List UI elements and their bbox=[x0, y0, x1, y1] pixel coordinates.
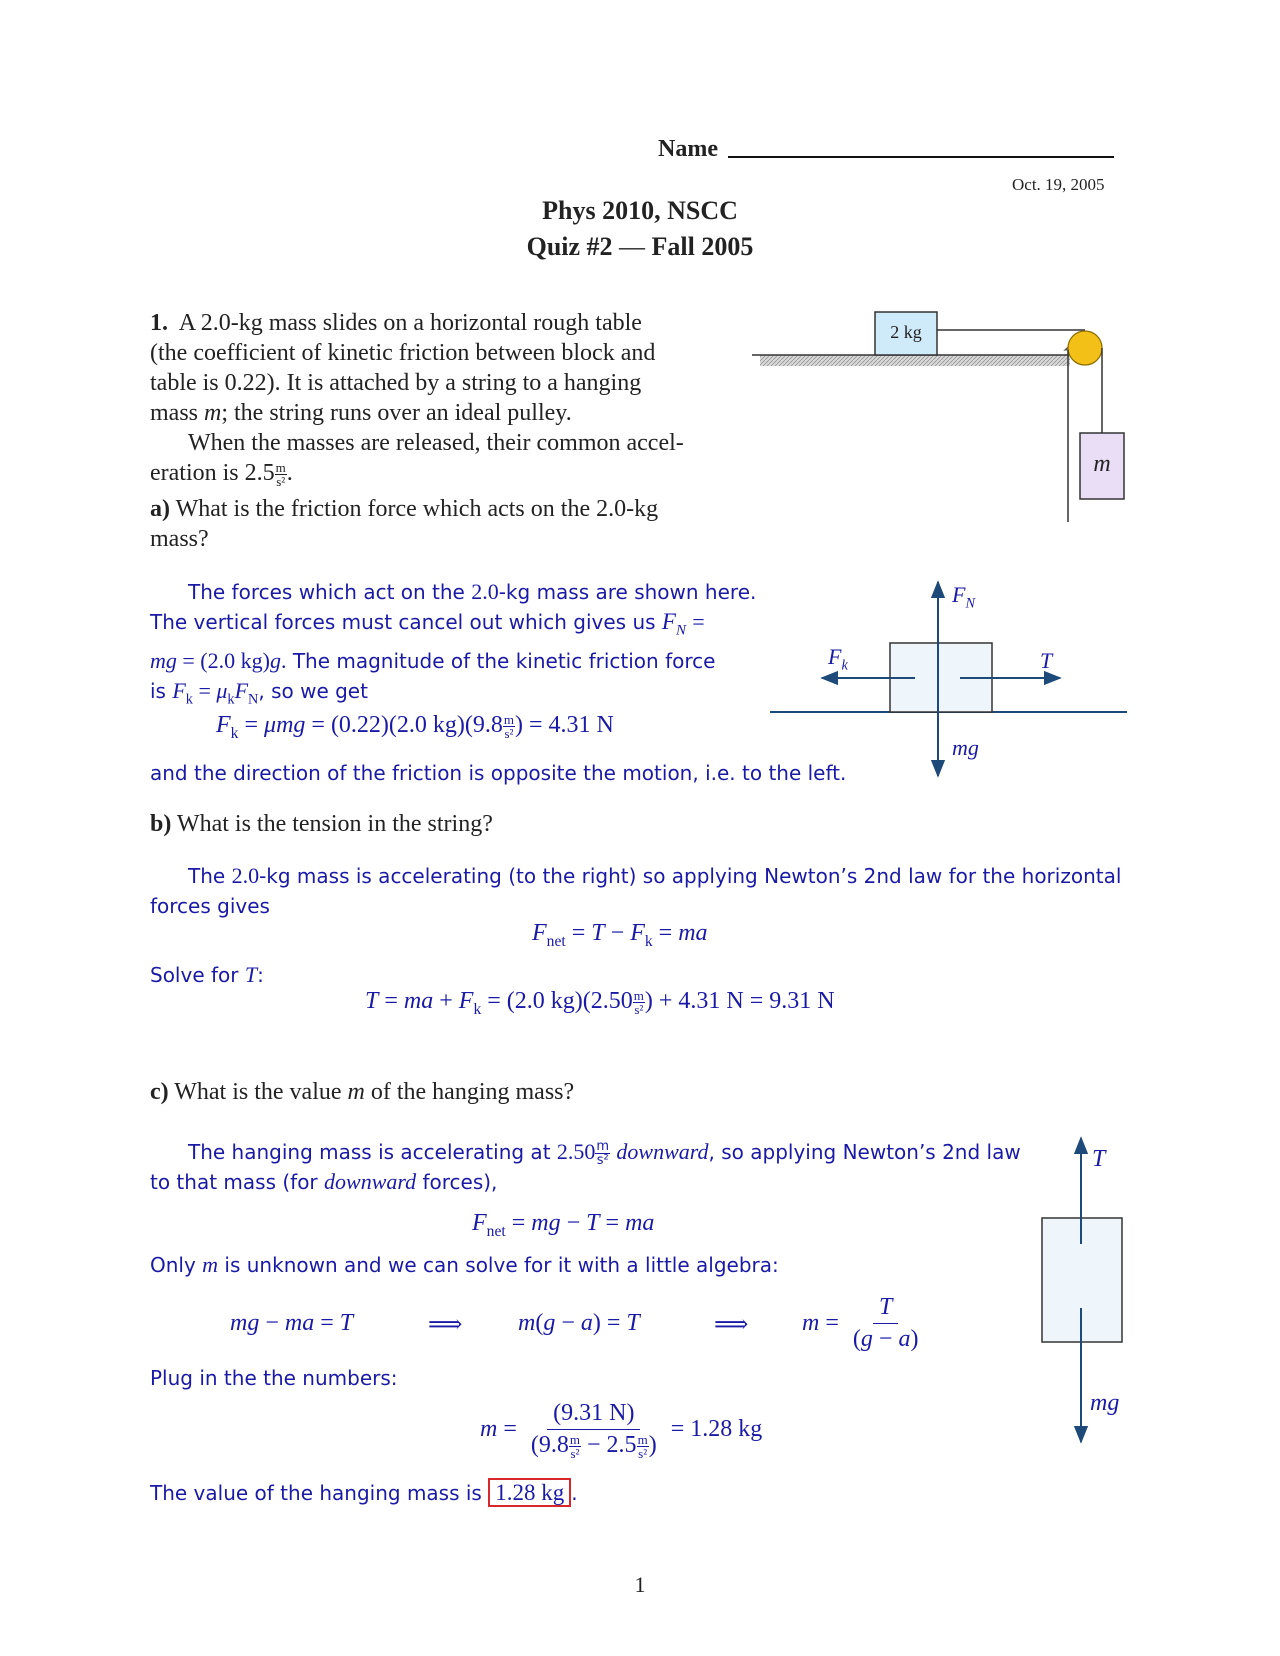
intro-line-4: mass m; the string runs over an ideal pulley. bbox=[150, 400, 572, 426]
newton-equation-vertical: $F_{net}$ = mg − T = ma bbox=[472, 1210, 655, 1240]
quiz-term: Fall 2005 bbox=[651, 232, 754, 261]
free-body-diagram-hanging bbox=[1030, 1130, 1140, 1450]
intro-line-6: eration is 2.5 $\frac{m}{\text{s²}}$ . bbox=[150, 459, 293, 489]
ans-a-line-2: The vertical forces must cancel out which gives us $F_N$ = bbox=[150, 609, 705, 639]
ans-a-conclusion: and the direction of the friction is opposite the motion, i.e. to the left. bbox=[150, 761, 847, 785]
newton-equation-horizontal: $F_{net} = T - F_k$ = ma bbox=[532, 920, 708, 950]
ans-a-line-4: is $F_k = \mu_kF_N$, so we get bbox=[150, 677, 368, 707]
ans-a-line-1: The forces which act on the 2.0-kg mass are shown here. bbox=[188, 579, 757, 604]
tension-equation: T = ma + $F_k = (2.0$ kg)(2.50 $\frac{m}{\text{s²}}$ ) + 4.31 N = 9.31 N bbox=[365, 987, 835, 1018]
only-m-unknown: Only m is unknown and we can solve for it with a little algebra: bbox=[150, 1252, 779, 1277]
answer-c bbox=[150, 1137, 1030, 1197]
name-line[interactable] bbox=[728, 156, 1114, 158]
quiz-dash: — bbox=[619, 232, 646, 261]
mass-calculation: m = (9.31 N) (9.8 $\frac{m}{\text{s²}}$ − 2.5 $\frac{m}{\text{s²}}$ ) = 1.28 kg bbox=[480, 1400, 763, 1461]
fbd-label-fk: $F_k$ bbox=[828, 644, 848, 674]
fbd-label-mg: mg bbox=[952, 735, 979, 760]
pulley-system-diagram bbox=[745, 300, 1130, 530]
friction-equation: $F_k = \mu mg = (0.22)(2.0$ kg)(9.8 $\frac{m}{\text{s²}}$ ) = 4.31 N bbox=[216, 711, 614, 742]
intro-line-1: A 2.0-kg mass slides on a horizontal rough table bbox=[178, 310, 642, 336]
fbd2-label-mg: mg bbox=[1090, 1390, 1120, 1416]
ans-b-line-2: forces gives bbox=[150, 894, 270, 918]
algebra-step-1: mg − ma = T bbox=[230, 1310, 354, 1336]
intro-line-5: When the masses are released, their common accel- bbox=[188, 430, 684, 456]
final-answer-box: 1.28 kg bbox=[488, 1478, 571, 1507]
block-label-2kg: 2 kg bbox=[890, 322, 922, 342]
implies-arrow-2: ⟹ bbox=[714, 1312, 749, 1338]
table-surface bbox=[760, 355, 1070, 366]
unit-m-per-s2: $\frac{m}{\text{s²}}$ bbox=[275, 459, 286, 489]
fbd-label-t: T bbox=[1040, 648, 1053, 673]
course-title: Phys 2010, NSCC bbox=[542, 196, 738, 225]
part-a-question: a) What is the friction force which acts on the 2.0-kg bbox=[150, 496, 659, 522]
plug-numbers: Plug in the the numbers: bbox=[150, 1366, 398, 1390]
algebra-step-3: m = $\frac{T}{(g - a)}$ bbox=[802, 1294, 919, 1352]
free-body-diagram-block bbox=[760, 570, 1130, 780]
solve-for-t: Solve for T: bbox=[150, 962, 264, 987]
ans-c-line-1: The hanging mass is accelerating at 2.50 $\frac{m}{\text{s²}}$ downward, so applying Newton’s 2nd law bbox=[188, 1139, 1021, 1168]
final-answer: The value of the hanging mass is 1.28 kg . bbox=[150, 1480, 578, 1505]
part-b-question: b) What is the tension in the string? bbox=[150, 811, 493, 837]
ans-a-line-3: mg = (2.0 kg)g. The magnitude of the kinetic friction force bbox=[150, 647, 716, 673]
problem-1-statement bbox=[150, 308, 730, 554]
problem-number: 1. bbox=[150, 310, 168, 336]
algebra-step-2: m(g − a) = T bbox=[518, 1310, 640, 1336]
page-number: 1 bbox=[634, 1572, 646, 1597]
implies-arrow-1: ⟹ bbox=[428, 1312, 463, 1338]
hanging-block-label: m bbox=[1093, 451, 1111, 477]
quiz-date: Oct. 19, 2005 bbox=[1012, 175, 1105, 194]
intro-line-3: table is 0.22). It is attached by a string to a hanging bbox=[150, 370, 642, 396]
answer-b bbox=[150, 861, 1130, 921]
pulley-wheel bbox=[1068, 331, 1102, 365]
intro-line-2: (the coefficient of kinetic friction between block and bbox=[150, 340, 656, 366]
name-label: Name bbox=[658, 136, 718, 162]
part-a-question-2: mass? bbox=[150, 526, 209, 552]
quiz-title bbox=[0, 232, 1280, 262]
part-c-question: c) What is the value m of the hanging mass? bbox=[150, 1079, 575, 1105]
answer-a bbox=[150, 577, 757, 714]
ans-c-line-2: to that mass (for downward forces), bbox=[150, 1169, 498, 1194]
quiz-number: Quiz #2 bbox=[526, 232, 613, 261]
ans-b-line-1: The 2.0-kg mass is accelerating (to the right) so applying Newton’s 2nd law for the horizontal bbox=[188, 863, 1122, 888]
fbd-label-fn: $F_N$ bbox=[952, 582, 975, 612]
fbd2-label-t: T bbox=[1092, 1146, 1106, 1172]
